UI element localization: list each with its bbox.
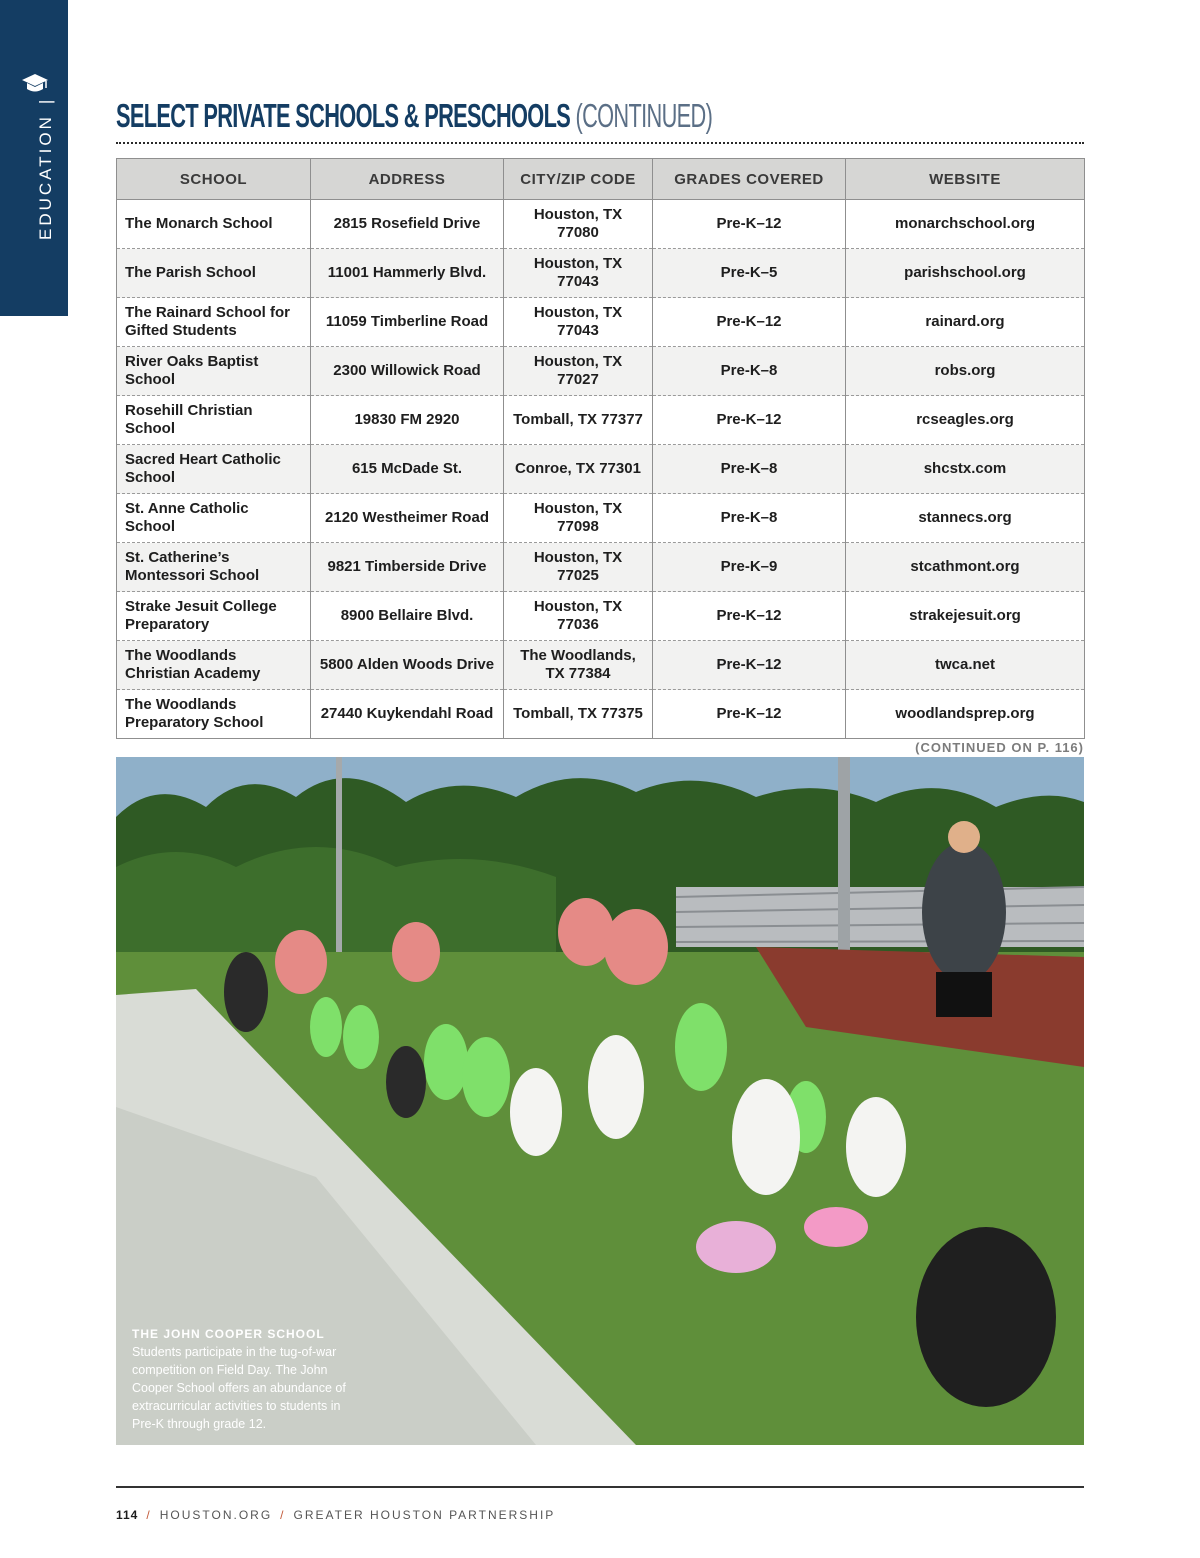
- column-header-city-zip: CITY/ZIP CODE: [504, 159, 653, 200]
- city-zip-cell: Houston, TX 77025: [504, 543, 653, 592]
- page-footer: [116, 1508, 555, 1522]
- school-name-cell: River Oaks Baptist School: [117, 347, 311, 396]
- website-cell[interactable]: stannecs.org: [846, 494, 1085, 543]
- graduation-cap-icon: [21, 72, 49, 94]
- website-cell[interactable]: robs.org: [846, 347, 1085, 396]
- school-name-cell: The Parish School: [117, 249, 311, 298]
- grades-cell: Pre-K–12: [653, 200, 846, 249]
- page-number: 114: [116, 1508, 139, 1522]
- column-header-website: WEBSITE: [846, 159, 1085, 200]
- city-zip-cell: Conroe, TX 77301: [504, 445, 653, 494]
- city-zip-cell: Houston, TX 77098: [504, 494, 653, 543]
- column-header-address: ADDRESS: [311, 159, 504, 200]
- table-body: [117, 200, 1085, 739]
- address-cell: 615 McDade St.: [311, 445, 504, 494]
- section-label-separator: |: [36, 96, 55, 105]
- grades-cell: Pre-K–5: [653, 249, 846, 298]
- city-zip-cell: Houston, TX 77043: [504, 298, 653, 347]
- title-divider: [116, 142, 1084, 144]
- address-cell: 11001 Hammerly Blvd.: [311, 249, 504, 298]
- footer-site-link[interactable]: HOUSTON.ORG: [159, 1508, 273, 1522]
- website-cell[interactable]: twca.net: [846, 641, 1085, 690]
- website-cell[interactable]: shcstx.com: [846, 445, 1085, 494]
- table-row: [117, 592, 1085, 641]
- website-cell[interactable]: strakejesuit.org: [846, 592, 1085, 641]
- table-row: [117, 494, 1085, 543]
- school-name-cell: Rosehill Christian School: [117, 396, 311, 445]
- website-cell[interactable]: rcseagles.org: [846, 396, 1085, 445]
- grades-cell: Pre-K–12: [653, 298, 846, 347]
- school-name-cell: Sacred Heart Catholic School: [117, 445, 311, 494]
- section-label-text: EDUCATION: [36, 114, 55, 240]
- school-name-cell: The Woodlands Christian Academy: [117, 641, 311, 690]
- section-tab: [0, 0, 68, 316]
- city-zip-cell: Houston, TX 77080: [504, 200, 653, 249]
- school-name-cell: The Rainard School for Gifted Students: [117, 298, 311, 347]
- grades-cell: Pre-K–8: [653, 445, 846, 494]
- column-header-grades: GRADES COVERED: [653, 159, 846, 200]
- address-cell: 19830 FM 2920: [311, 396, 504, 445]
- website-cell[interactable]: monarchschool.org: [846, 200, 1085, 249]
- city-zip-cell: Tomball, TX 77377: [504, 396, 653, 445]
- page-title-suffix: (CONTINUED): [575, 97, 713, 134]
- address-cell: 11059 Timberline Road: [311, 298, 504, 347]
- table-row: [117, 543, 1085, 592]
- city-zip-cell: Houston, TX 77036: [504, 592, 653, 641]
- address-cell: 9821 Timberside Drive: [311, 543, 504, 592]
- table-row: [117, 690, 1085, 739]
- address-cell: 27440 Kuykendahl Road: [311, 690, 504, 739]
- school-name-cell: The Woodlands Preparatory School: [117, 690, 311, 739]
- grades-cell: Pre-K–12: [653, 641, 846, 690]
- school-name-cell: St. Catherine’s Montessori School: [117, 543, 311, 592]
- city-zip-cell: The Woodlands, TX 77384: [504, 641, 653, 690]
- photo-caption-title: THE JOHN COOPER SCHOOL: [132, 1327, 325, 1341]
- website-cell[interactable]: woodlandsprep.org: [846, 690, 1085, 739]
- address-cell: 2120 Westheimer Road: [311, 494, 504, 543]
- school-name-cell: St. Anne Catholic School: [117, 494, 311, 543]
- footer-separator: /: [146, 1508, 152, 1522]
- schools-table: [116, 158, 1085, 739]
- website-cell[interactable]: stcathmont.org: [846, 543, 1085, 592]
- address-cell: 8900 Bellaire Blvd.: [311, 592, 504, 641]
- table-row: [117, 445, 1085, 494]
- footer-publisher: GREATER HOUSTON PARTNERSHIP: [293, 1508, 556, 1522]
- table-row: [117, 396, 1085, 445]
- footer-divider: [116, 1486, 1084, 1488]
- table-row: [117, 249, 1085, 298]
- website-cell[interactable]: rainard.org: [846, 298, 1085, 347]
- address-cell: 2815 Rosefield Drive: [311, 200, 504, 249]
- school-name-cell: Strake Jesuit College Preparatory: [117, 592, 311, 641]
- grades-cell: Pre-K–12: [653, 592, 846, 641]
- field-day-photo: [116, 757, 1084, 1445]
- column-header-school: SCHOOL: [117, 159, 311, 200]
- city-zip-cell: Tomball, TX 77375: [504, 690, 653, 739]
- photo-caption-text: Students participate in the tug-of-war competition on Field Day. The John Cooper School offers an abundance of extracurricular activities to students in Pre-K through grade 12.: [132, 1345, 346, 1431]
- grades-cell: Pre-K–12: [653, 690, 846, 739]
- photo-caption: [132, 1325, 360, 1433]
- table-row: [117, 347, 1085, 396]
- website-cell[interactable]: parishschool.org: [846, 249, 1085, 298]
- city-zip-cell: Houston, TX 77043: [504, 249, 653, 298]
- section-label: [36, 97, 56, 240]
- grades-cell: Pre-K–9: [653, 543, 846, 592]
- school-name-cell: The Monarch School: [117, 200, 311, 249]
- address-cell: 2300 Willowick Road: [311, 347, 504, 396]
- table-row: [117, 641, 1085, 690]
- page-title-main: SELECT PRIVATE SCHOOLS & PRESCHOOLS: [116, 97, 571, 134]
- table-row: [117, 298, 1085, 347]
- page-title: [116, 94, 712, 138]
- table-header-row: [117, 159, 1085, 200]
- grades-cell: Pre-K–8: [653, 494, 846, 543]
- address-cell: 5800 Alden Woods Drive: [311, 641, 504, 690]
- grades-cell: Pre-K–12: [653, 396, 846, 445]
- table-row: [117, 200, 1085, 249]
- footer-separator: /: [280, 1508, 286, 1522]
- grades-cell: Pre-K–8: [653, 347, 846, 396]
- city-zip-cell: Houston, TX 77027: [504, 347, 653, 396]
- continued-note: (CONTINUED ON P. 116): [915, 740, 1084, 755]
